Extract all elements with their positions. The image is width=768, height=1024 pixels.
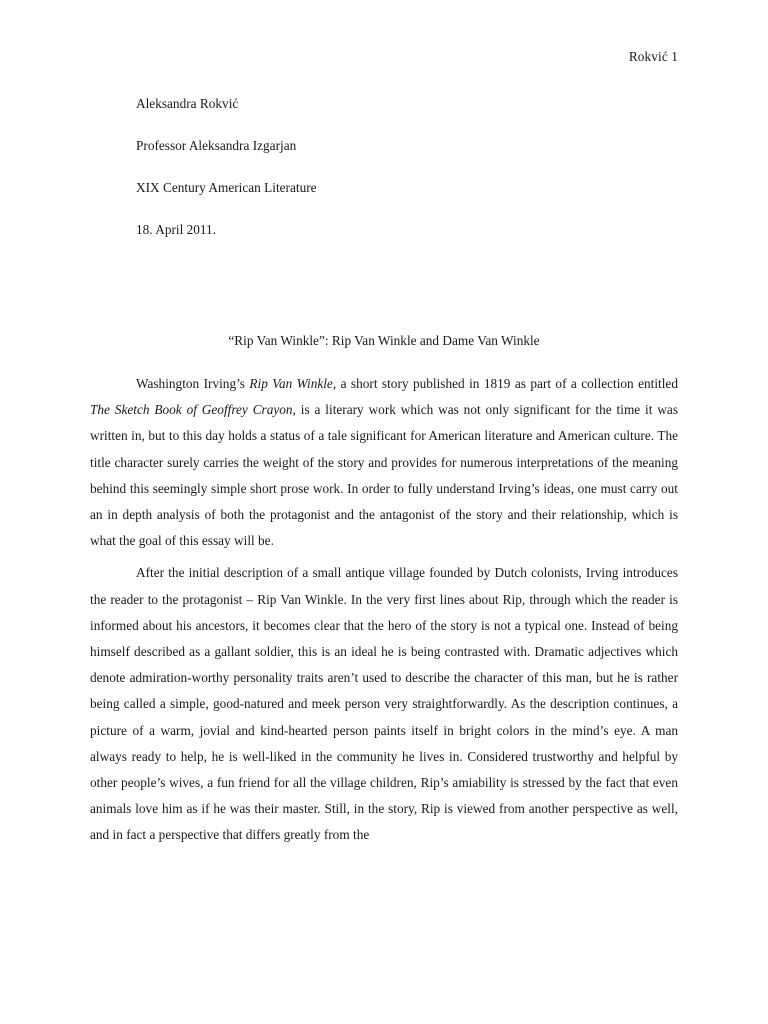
- paragraph-1-text-a: Washington Irving’s: [136, 376, 250, 391]
- essay-body: [90, 371, 678, 855]
- mla-heading: [136, 95, 317, 263]
- collection-title-italic: The Sketch Book of Geoffrey Crayon: [90, 402, 293, 418]
- essay-title: “Rip Van Winkle”: Rip Van Winkle and Dame Van Winkle: [228, 333, 540, 348]
- professor-name: Professor Aleksandra Izgarjan: [136, 138, 297, 153]
- paragraph-1-text-e: , is a literary work which was not only significant for the time it was written in, but to this day holds a status of a tale significant for American literature and American culture. The title character surely carries the weight of the story and provides for numerous interpretations of the meaning behind this seemingly simple short prose work. In order to fully understand Irving’s ideas, one must carry out an in depth analysis of both the protagonist and the antagonist of the story and their relationship, which is what the goal of this essay will be.: [90, 402, 678, 549]
- paragraph-1-text-c: a short story published in 1819 as part of a collection entitled: [336, 376, 678, 391]
- story-title-italic: Rip Van Winkle,: [249, 376, 337, 391]
- essay-date: 18. April 2011.: [136, 222, 217, 237]
- paragraph-1: [90, 371, 678, 554]
- author-name: Aleksandra Rokvić: [136, 96, 239, 111]
- running-head: Rokvić 1: [628, 49, 678, 64]
- paragraph-2: After the initial description of a small antique village founded by Dutch colonists, Irving introduces the reader to the protagonist – Rip Van Winkle. In the very first lines about Rip, through which the reader is informed about his ancestors, it becomes clear that the hero of the story is not a typical one. Instead of being himself described as a gallant soldier, this is an ideal he is being contrasted with. Dramatic adjectives which denote admiration-worthy personality traits aren’t used to describe the character of this man, but he is rather being called a simple, good-natured and meek person very straightforwardly. As the description continues, a picture of a warm, jovial and kind-hearted person paints itself in bright colors in the mind’s eye. A man always ready to help, he is well-liked in the community he lives in. Considered trustworthy and helpful by other people’s wives, a fun friend for all the village children, Rip’s amiability is stressed by the fact that even animals love him as if he was their master. Still, in the story, Rip is viewed from another perspective as well, and in fact a perspective that differs greatly from the: [90, 565, 678, 843]
- course-name: XIX Century American Literature: [136, 180, 317, 195]
